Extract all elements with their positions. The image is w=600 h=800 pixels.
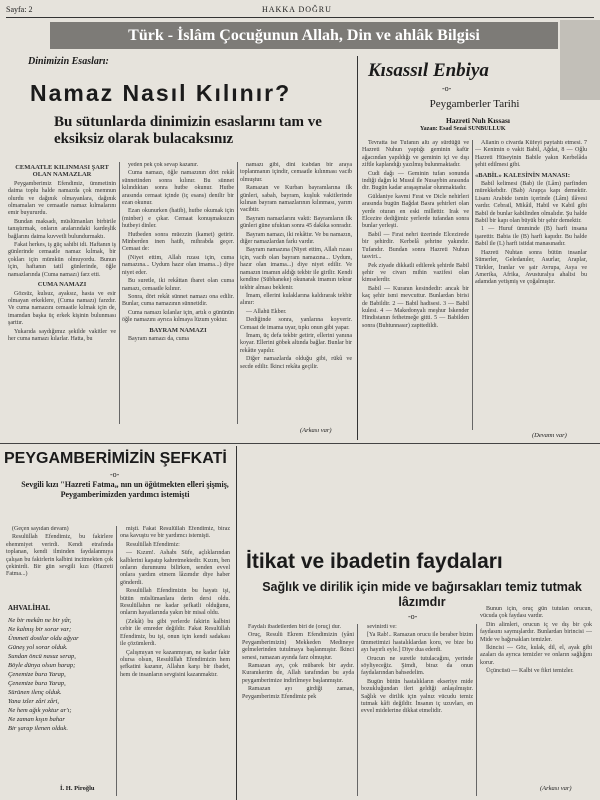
ornament-icon: -o-: [110, 470, 120, 479]
column-rule: [472, 140, 473, 430]
poem-line: Bir şarap ilenen olduk.: [8, 725, 68, 732]
article-deck: Bu sütunlarda dinimizin esaslarını tam ve eksiksiz olarak bulacaksınız: [54, 114, 322, 147]
story-title: Hazreti Nuh Kıssası: [445, 116, 511, 125]
paragraph: Bu suretle, iki rekâttan ibaret olan cuma namazı, cemaatle kılınır.: [122, 278, 234, 292]
kisas-title: Kısassıl Enbiya: [368, 60, 489, 81]
poem-author: İ. H. Piroğlu: [60, 785, 95, 792]
namaz-column-1: [8, 162, 116, 424]
paragraph: Bayram namazlarını vakti: Bayramların ilk günleri güne ufuktan sonra 45 dakika sonradır.: [240, 215, 352, 230]
poem-lines: [8, 616, 114, 733]
paragraph: — Kızım!. Ashabı Süfe, açlıklarından kalblerini kapatıp kahretmektedir. Kızım, ben onların durumunu bilirken, senden evvel onlara yardım etmem lâzımdır diye haber gönderdi.: [120, 550, 230, 586]
page-header: [0, 0, 600, 20]
paragraph: İkincisi — Göz, kulak, dil, el, ayak gibi azaları da ayrıca temizler ve onların sağlığını korur.: [480, 645, 592, 666]
paragraph: sevinirdi ve:: [367, 624, 397, 630]
paragraph: — Allahü Ekber.: [246, 308, 287, 315]
paragraph: İmam, ellerini kulaklarına kaldırarak tekbir alınır:: [240, 292, 352, 307]
column-subhead: «BABİL» KALESİNİN MANASI:: [475, 171, 570, 179]
banner-title: Türk - İslâm Çocuğunun Allah, Din ve ahlâk Bilgisi: [50, 22, 558, 49]
poem-line: Çenemize bura Yarap,: [8, 680, 66, 687]
poem-line: Ümmeti dostlar oldu ağyar: [8, 635, 79, 642]
page-number: Sayfa: 2: [6, 5, 33, 14]
poem-line: Ne kalmış bir sorar var;: [8, 626, 72, 633]
poem-line: Yana izler zâri zâri,: [8, 698, 60, 705]
paragraph: Cuma namazı, öğle namazının dört rekât sünnetinden sonra kılınır. Bu sünnet kılındıktan sonra hutbe okunur. Hutbe arasında cemaat içinde (iç esans) denilir bir ezan okunur.: [122, 170, 234, 207]
paragraph: [Ya Rab!.. Ramazan orucu ile beraber bizim ümmetimizi hastalıklardan koru, ve bize bu ayı hayırlı eyle.] Diye dua ederdi.: [361, 632, 473, 654]
paragraph: mişti. Fakat Resulüllah Efendimiz, biraz ona kavuştu ve bir yardımcı istemişti.: [120, 526, 230, 540]
poem-line: Sundan öncü nasuz serap,: [8, 653, 76, 660]
column-rule: [357, 624, 358, 796]
paragraph: Ezan okunurken (hatib), hutbe okumak için (minber) e çıkar. Cemaat konuşmaksızın hutbeyi dinler.: [122, 208, 234, 230]
itikat-column-2: [361, 624, 473, 796]
paragraph: Babil kelimesi (Bab) ile (Lâm) parfinden mürekkebdir. (Bab) Arapça kapı demektir. Lisanı Arabide ismin içerinde (Lâm) ilâvesi vardır. Cebrail, Mikâil, Habil ve Kabil gibi Babil de bunlar kabilinden olmalıdır. Şu halde Babil bir kapı olan büyük bir şehir demektir.: [475, 181, 587, 225]
poem-line: Sürünen ilenç olduk.: [8, 689, 62, 696]
kisas-column-1: [362, 140, 469, 430]
paragraph: Bugün bütün hastalıkların ekseriye mide bozukluğundan ileri geldiği anlaşılmıştır. Sağlık ve dirilik için yalnız vücudu temiz tutmak kâfi değildir. İnsanın iç uzuvları, en evvel midelerine dikkat etmelidir.: [361, 678, 473, 715]
article-kicker: Dinimizin Esasları:: [28, 56, 109, 67]
itikat-deck: Sağlık ve dirilik için mide ve bağırsakları temiz tutmak lâzımdır: [262, 580, 582, 609]
continued-note: (Arkası var): [540, 785, 572, 792]
newspaper-name: HAKKA DOĞRU: [262, 5, 332, 14]
paragraph: Oruç, Resulü Ekrem Efendimizin (yâni Peygamberimizin) Mekkeden Medineye gelmelerinden tutulmaya başlanmıştır. İkinci senesi, ramazan ayında farz olmuştur.: [242, 632, 354, 661]
paragraph: Resulüllah Efendimizin bu hayatı işi, bütün müslümanlara derin dersi oldu. Resulüllahın ne kadar şefkatli olduğunu, onların hayatlarında yakın bir misal oldu.: [120, 588, 230, 617]
paragraph: Bundan maksadı, müslümanları birbirile tanıştırmak, onların aralarındaki kardeşlik bağlarını daima kuvvetli bulundurmaktı.: [8, 218, 116, 240]
paragraph: Ramazan ve Kurban bayramlarına ilk günleri, sabah, bayram, kuşluk vakitlerinde kılınan bayram namazlarının kılınması, yarım vacibtir.: [240, 185, 352, 214]
paragraph: Cuma namazı kılanlar için, artık o gününün öğle namazını ayrıca kılmaya lüzum yoktur.: [122, 309, 234, 324]
poem-line: Ne zaman kışın bahar: [8, 716, 65, 723]
paragraph: Orucun ne suretle tutulacağını, yerinde söyliyeceğiz. Şimdi, biraz da onun faydalarından bahsedelim.: [361, 655, 473, 677]
paragraph: Resulüllah Efendimiz:: [126, 541, 180, 548]
poem-line: Güneş yol sorar olduk.: [8, 644, 68, 651]
paragraph: Cudi dağı — Geminin tufan sonunda indiği dağın ki Musul ile Nusaybin arasında dir. Bugün kadar araşaşmalar olunmaktadır.: [362, 170, 469, 192]
paragraph: Peygamberimiz Efendimiz, ümmetinin daima toplu halde namazda çok memnun olurdu ve dağınık olmayanlara, dağınık olmamaları ve cemaatle namaz kılmalarını emir buyururdu.: [8, 180, 116, 217]
paragraph: Gözsüz, kulsuz, ayaksız, hasta ve esir olmayan erkeklere, (Cuma namazı) farzdır. Ve cuma namazını cemaatle kılmak için de, imamdan başka üç erkek kişinin bulunması şarttır.: [8, 290, 116, 327]
paragraph: Faydalı ibadetlerden biri de (oruç) dur.: [248, 624, 341, 630]
paragraph: (Niyet ettim, Allah rızası için, cuma namazına... Uydum hazır olan imama...) diye niyet eder.: [122, 254, 234, 276]
paragraph: Resulüllah Efendimiz, bu fakirlere ehemmiyet verirdi. Kendi etrafında toplanan, kendi ilminden faydalanmıya çalışan bu fakirlerin kalbini incitmekten çok çekinirdi. Bir gün sevgili kızı (Hazreti Fatma...): [6, 534, 113, 578]
continued-note: (Devamı var): [532, 432, 567, 439]
section-divider: [357, 56, 358, 440]
paragraph: Bayram namazına (Niyet ettim, Allah rızası için, vacib olan bayram namazına... Uydum, hazır olan imama...) diye niyet edilir. Ve namazın imamın aldığı tekbir ile girilir. Kendi kendine (Sübhaneke) okunarak imamın tekrar tekbir alması beklenir.: [240, 247, 352, 291]
paragraph: Bayram namazı da, cuma: [128, 335, 189, 342]
paragraph: Sonra, dört rekât sünnet namazı ona edilir. Bunlar, cuma namazının sünnetidir.: [122, 293, 234, 308]
paragraph: Tevratta ise Tufanın altı ay sürdüğü ve Hazreti Nuhun yaptığı geminin kafür ağacından yapıldığı ve geminin içi ve dışı ziftle kaplandığı yazılmış bulunmaktadır.: [362, 140, 469, 169]
article-title: Namaz Nasıl Kılınır?: [30, 80, 292, 106]
paragraph: (Zekât) bu gibi yerlerde fakirin kalbini cebir ile emreder değildir. Fakat Resulüllah Efendimiz, bu işi, onun için kendi sadakası ile çözümlerdi.: [120, 618, 230, 648]
paragraph: İmam, üç defa tekbir getirir, ellerini yanına koyar. Ellerini göbek altında bağlar. Bunlar bir rekâtte yapılır.: [240, 332, 352, 354]
paragraph: Ramazan ayı, çok mübarek bir aydır. Kuranıkerim de, Allah tarafından bu ayda peygamberimize indirilmeye başlanmıştır.: [242, 663, 354, 684]
horizontal-rule: [0, 443, 600, 444]
column-rule: [237, 162, 238, 424]
continued-note: (Arkası var): [300, 427, 332, 434]
paragraph: Çalışmıyan ve kazanmıyan, ne kadar fakir olursa olsun, Resulüllah Efendimizin hem şefkatini kazanır, Allahın karşı bir ibadet, hem de insanların sevgisini kazanmaktır.: [120, 649, 230, 678]
column-rule: [476, 624, 477, 796]
itikat-column-3: [480, 606, 592, 782]
paragraph: Pek ziyade dikkatli edilerek şehirde Babil şehir ve civarı mihin vazifesi olan kimselerdir.: [362, 262, 469, 284]
column-subhead: BAYRAM NAMAZI: [149, 326, 207, 334]
poem-line: Ne hem ağık yoktur ar'ı;: [8, 707, 72, 714]
kisas-column-2: [475, 140, 587, 430]
namaz-column-3: [240, 162, 352, 424]
namaz-column-2: [122, 162, 234, 424]
column-subhead: CUMA NAMAZI: [37, 281, 87, 289]
adjacent-page-edge: [560, 20, 600, 100]
paragraph: Babil — Kuranın kesindedir: ancak bir kaç şehir ismi mevcuttur. Bunlardan birisi de Babildir. 2 — Babil hadisesi. 3 — Babil kulesi. 4 — Makedonyalı meşhur İskender Hindistanın fethetmeğe gitti. 5 — Babilden sonra (Buhtunnasır) zapttedildi.: [362, 285, 469, 329]
paragraph: Bayram namazı, iki rekâttır. Ve bu namazın, diğer namazlardan farkı vardır.: [240, 231, 352, 246]
paragraph: Hutbeden sonra müezzin (kamet) getirir. Minberden inen hatib, mihrabda geçer. Cemaat de:: [122, 231, 234, 253]
paragraph: Din alimleri, orucun iç ve dış bir çok faydasını saymışlardır. Bunlardan birincisi — Mide ve bağırsakları temizler.: [480, 621, 592, 643]
paragraph: Fakat herkes, iş güç sahibi idi. Haftanın iş günlerinde cemaatle namaz kılmak, bir çokları için mümkün olmuyordu. Bunun için, haftanın tatil günlerinde, öğle namazlarında (Cuma namazı) farz etti.: [8, 242, 116, 278]
poem-line: Ne bir mekân ne bir yâr,: [8, 617, 72, 624]
section-divider: [236, 446, 237, 800]
story-author: Yazan: Esad Sezai SUNBULLUK: [420, 126, 506, 132]
paragraph: Bunun için, oruç gün tutulan orucun, vücuda çok faydası vardır.: [480, 606, 592, 620]
paragraph: Dediğinde sonra, yanlarına koyverir. Cemaat de imama uyar, tıpkı onun gibi yapar.: [240, 317, 352, 331]
itikat-title: İtikat ve ibadetin faydaları: [246, 550, 503, 573]
itikat-column-1: [242, 624, 354, 796]
paragraph: Ramazan ayı girdiği zaman, Peygamberimiz Efendimiz pek: [242, 686, 354, 700]
sefkat-column-1: [6, 526, 113, 598]
paragraph: namazı gibi, dini icabdan bir araya toplanmanın içindir, cemaatle kılınması vacib olmuştur.: [240, 162, 352, 183]
column-rule: [116, 526, 117, 796]
sefkat-column-2: [120, 526, 230, 794]
sefkat-title: PEYGAMBERİMİZİN ŞEFKATİ: [4, 450, 227, 467]
poem-title: AHVALİHAL: [8, 604, 51, 612]
paragraph: 1 — Huruf ümminde (B) harfi insana işarettir. Babia ile (B) harfi kapıdır. Bu halde Babil ile (L) harfi istidat manasınadır.: [475, 226, 587, 248]
kisas-subtitle: Peygamberler Tarihi: [429, 98, 520, 110]
ornament-icon: -o-: [442, 84, 452, 93]
column-rule: [119, 162, 120, 424]
paragraph: yeden pek çok sevap kazanır.: [128, 162, 199, 168]
poem-line: Böyle dünya olsun harap;: [8, 662, 76, 669]
header-rule: [6, 17, 594, 18]
poem-line: Çenemize bura Yarap,: [8, 671, 66, 678]
sefkat-deck: Sevgili kızı "Hazreti Fatma„ nın un öğütmekten elleri şişmiş, Peygamberimizden yardımcı istemişti: [21, 480, 229, 499]
paragraph: Hazreti Nuhtan sonra bütün insanlar Sümerler, Geledanıler, Asurlar, Araplar, Türkler, İranlar ve şair Avrupa, Asya ve Amerika, Afrika, Avusturalya ahalisi bu adamdan yetişmiş ve çoğalmıştır.: [475, 249, 587, 286]
paragraph: Yukarıda saydığımız şekilde vakitler ve her cuma namazı kılarlar. Hatta, bu: [8, 328, 116, 342]
paragraph: Allanin o civarda Küfeyi paytahtı etmesi. 7 — Kenimin o vakit Babil, Ağdat, 8 — Oğlu Hazreti Hüseyinin Babile yakın Kerbelâda şehit edilmesi gibi.: [475, 140, 587, 169]
paragraph: (Geçen sayıdan devam): [12, 526, 69, 532]
paragraph: Üçüncüsü — Kalbi ve fikri temizler.: [486, 668, 574, 675]
ornament-icon: -o-: [408, 612, 418, 621]
column-subhead: CEMAATLE KILINMASI ŞART OLAN NAMAZLAR: [15, 164, 109, 179]
paragraph: Güldaniye kavmi Fırat ve Dicle nehirleri arasında bugün Bağdat Basra şehirleri olan yerde oturan en eski millettir. Irak ve Elcezire dediğimiz yerlerde tufandan sonra bunlar yerleşti.: [362, 193, 469, 230]
paragraph: Babil — Fırat nehri üzerinde Elcezirede bir şehirdir. Kerbelâ şehrine yakındır. Tufandır. Bundan sonra Hazreti Nuhun tasviri...: [362, 231, 469, 261]
paragraph: Diğer namazlarda olduğu gibi, rükû ve secde edilir. İkinci rekâta geçilir.: [240, 356, 352, 370]
